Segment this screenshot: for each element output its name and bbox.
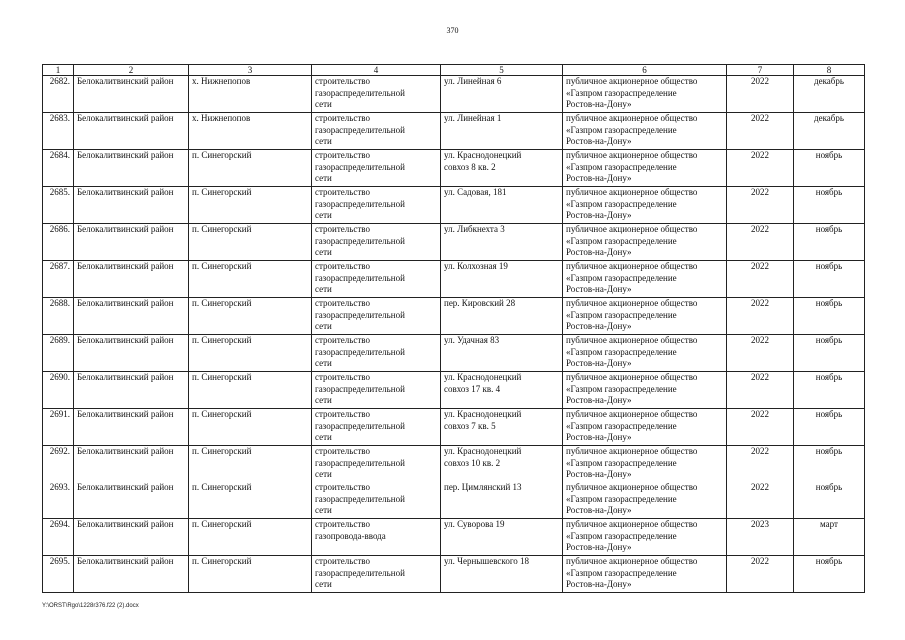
settlement-cell: п. Синегорский bbox=[189, 409, 312, 446]
year-cell: 2022 bbox=[727, 187, 794, 224]
work-type-line: сети bbox=[315, 358, 332, 369]
month-cell: ноябрь bbox=[794, 409, 865, 446]
row-number-cell: 2682. bbox=[43, 76, 74, 113]
work-type-line: газораспределительной bbox=[315, 457, 405, 468]
work-type-line: газораспределительной bbox=[315, 567, 405, 578]
table-row bbox=[43, 187, 865, 224]
address-line: ул. Линейная 6 bbox=[444, 76, 502, 86]
organization-line: публичное акционерное общество bbox=[566, 372, 698, 382]
organization-line: «Газпром газораспределение bbox=[566, 420, 677, 431]
work-type-line: сети bbox=[315, 284, 332, 295]
work-type-line: газораспределительной bbox=[315, 235, 405, 246]
month-cell: ноябрь bbox=[794, 556, 865, 593]
column-header: 8 bbox=[794, 65, 865, 76]
work-type-line: строительство bbox=[315, 113, 370, 123]
organization-line: публичное акционерное общество bbox=[566, 556, 698, 566]
column-header: 5 bbox=[441, 65, 563, 76]
work-type-line: строительство bbox=[315, 261, 370, 271]
organization-line: Ростов-на-Дону» bbox=[566, 284, 632, 295]
address-cell bbox=[441, 556, 563, 593]
address-line: ул. Либкнехта 3 bbox=[444, 224, 505, 234]
work-type-line: строительство bbox=[315, 335, 370, 345]
row-number-cell: 2695. bbox=[43, 556, 74, 593]
row-number-cell: 2684. bbox=[43, 150, 74, 187]
work-type-line: строительство bbox=[315, 482, 370, 492]
row-number-cell: 2686. bbox=[43, 224, 74, 261]
organization-cell bbox=[563, 298, 727, 335]
month-cell: март bbox=[794, 519, 865, 556]
district-cell: Белокалитвинский район bbox=[74, 187, 189, 224]
organization-line: Ростов-на-Дону» bbox=[566, 210, 632, 221]
column-header: 4 bbox=[312, 65, 441, 76]
year-cell: 2023 bbox=[727, 519, 794, 556]
settlement-cell: п. Синегорский bbox=[189, 372, 312, 409]
work-type-cell bbox=[312, 113, 441, 150]
work-type-cell bbox=[312, 482, 441, 519]
table-row bbox=[43, 113, 865, 150]
work-type-line: строительство bbox=[315, 556, 370, 566]
organization-line: публичное акционерное общество bbox=[566, 224, 698, 234]
organization-line: Ростов-на-Дону» bbox=[566, 247, 632, 258]
row-number-cell: 2690. bbox=[43, 372, 74, 409]
settlement-cell: п. Синегорский bbox=[189, 446, 312, 483]
settlement-cell: п. Синегорский bbox=[189, 224, 312, 261]
organization-line: «Газпром газораспределение bbox=[566, 87, 677, 98]
work-type-cell bbox=[312, 556, 441, 593]
organization-line: публичное акционерное общество bbox=[566, 298, 698, 308]
organization-cell bbox=[563, 482, 727, 519]
address-line: ул. Краснодонецкий bbox=[444, 446, 522, 456]
organization-cell bbox=[563, 446, 727, 483]
organization-line: публичное акционерное общество bbox=[566, 150, 698, 160]
row-number-cell: 2685. bbox=[43, 187, 74, 224]
organization-cell bbox=[563, 76, 727, 113]
work-type-line: газораспределительной bbox=[315, 309, 405, 320]
table-row bbox=[43, 150, 865, 187]
address-cell bbox=[441, 261, 563, 298]
work-type-line: сети bbox=[315, 505, 332, 516]
address-line: совхоз 8 кв. 2 bbox=[444, 161, 496, 172]
column-number-row bbox=[43, 65, 865, 76]
work-type-cell bbox=[312, 446, 441, 483]
work-type-cell bbox=[312, 335, 441, 372]
organization-line: Ростов-на-Дону» bbox=[566, 579, 632, 590]
organization-cell bbox=[563, 187, 727, 224]
address-cell bbox=[441, 113, 563, 150]
work-type-line: сети bbox=[315, 395, 332, 406]
work-type-line: строительство bbox=[315, 372, 370, 382]
work-type-line: газораспределительной bbox=[315, 420, 405, 431]
work-type-line: сети bbox=[315, 99, 332, 110]
settlement-cell: п. Синегорский bbox=[189, 519, 312, 556]
address-line: ул. Краснодонецкий bbox=[444, 409, 522, 419]
address-line: ул. Линейная 1 bbox=[444, 113, 502, 123]
address-cell bbox=[441, 298, 563, 335]
year-cell: 2022 bbox=[727, 261, 794, 298]
address-line: пер. Кировский 28 bbox=[444, 298, 516, 308]
row-number-cell: 2683. bbox=[43, 113, 74, 150]
work-type-line: строительство bbox=[315, 150, 370, 160]
page-number: 370 bbox=[446, 26, 459, 35]
year-cell: 2022 bbox=[727, 224, 794, 261]
organization-cell bbox=[563, 261, 727, 298]
work-type-line: сети bbox=[315, 469, 332, 480]
work-type-cell bbox=[312, 519, 441, 556]
month-cell: ноябрь bbox=[794, 372, 865, 409]
address-line: ул. Чернышевского 18 bbox=[444, 556, 530, 566]
organization-cell bbox=[563, 519, 727, 556]
work-type-cell bbox=[312, 76, 441, 113]
organization-line: Ростов-на-Дону» bbox=[566, 395, 632, 406]
column-header: 3 bbox=[189, 65, 312, 76]
settlement-cell: п. Синегорский bbox=[189, 335, 312, 372]
district-cell: Белокалитвинский район bbox=[74, 335, 189, 372]
organization-line: «Газпром газораспределение bbox=[566, 567, 677, 578]
organization-line: «Газпром газораспределение bbox=[566, 272, 677, 283]
address-line: ул. Краснодонецкий bbox=[444, 150, 522, 160]
organization-cell bbox=[563, 556, 727, 593]
address-line: пер. Цимлянский 13 bbox=[444, 482, 522, 492]
organization-line: «Газпром газораспределение bbox=[566, 346, 677, 357]
organization-line: Ростов-на-Дону» bbox=[566, 542, 632, 553]
district-cell: Белокалитвинский район bbox=[74, 482, 189, 519]
column-header: 7 bbox=[727, 65, 794, 76]
work-type-line: газораспределительной bbox=[315, 198, 405, 209]
address-cell bbox=[441, 335, 563, 372]
district-cell: Белокалитвинский район bbox=[74, 224, 189, 261]
organization-line: Ростов-на-Дону» bbox=[566, 99, 632, 110]
table-body bbox=[43, 76, 865, 593]
address-line: ул. Суворова 19 bbox=[444, 519, 505, 529]
work-type-cell bbox=[312, 372, 441, 409]
work-type-line: сети bbox=[315, 321, 332, 332]
organization-line: публичное акционерное общество bbox=[566, 113, 698, 123]
work-type-line: газораспределительной bbox=[315, 272, 405, 283]
organization-line: «Газпром газораспределение bbox=[566, 457, 677, 468]
address-line: совхоз 17 кв. 4 bbox=[444, 383, 501, 394]
organization-cell bbox=[563, 113, 727, 150]
month-cell: ноябрь bbox=[794, 298, 865, 335]
organization-line: «Газпром газораспределение bbox=[566, 309, 677, 320]
year-cell: 2022 bbox=[727, 113, 794, 150]
month-cell: ноябрь bbox=[794, 446, 865, 483]
work-type-line: сети bbox=[315, 579, 332, 590]
address-cell bbox=[441, 150, 563, 187]
table-row bbox=[43, 335, 865, 372]
settlement-cell: п. Синегорский bbox=[189, 298, 312, 335]
district-cell: Белокалитвинский район bbox=[74, 261, 189, 298]
column-header: 1 bbox=[43, 65, 74, 76]
table-row bbox=[43, 409, 865, 446]
organization-line: Ростов-на-Дону» bbox=[566, 321, 632, 332]
table-row bbox=[43, 76, 865, 113]
organization-line: «Газпром газораспределение bbox=[566, 235, 677, 246]
district-cell: Белокалитвинский район bbox=[74, 446, 189, 483]
address-line: ул. Садовая, 181 bbox=[444, 187, 507, 197]
month-cell: ноябрь bbox=[794, 187, 865, 224]
organization-line: публичное акционерное общество bbox=[566, 482, 698, 492]
month-cell: ноябрь bbox=[794, 224, 865, 261]
district-cell: Белокалитвинский район bbox=[74, 298, 189, 335]
organization-line: «Газпром газораспределение bbox=[566, 198, 677, 209]
organization-line: Ростов-на-Дону» bbox=[566, 173, 632, 184]
organization-line: Ростов-на-Дону» bbox=[566, 505, 632, 516]
work-type-line: газораспределительной bbox=[315, 383, 405, 394]
settlement-cell: п. Синегорский bbox=[189, 261, 312, 298]
district-cell: Белокалитвинский район bbox=[74, 556, 189, 593]
settlement-cell: п. Синегорский bbox=[189, 187, 312, 224]
table-row bbox=[43, 224, 865, 261]
table-row bbox=[43, 298, 865, 335]
work-type-line: строительство bbox=[315, 298, 370, 308]
organization-line: «Газпром газораспределение bbox=[566, 161, 677, 172]
year-cell: 2022 bbox=[727, 409, 794, 446]
table-row bbox=[43, 519, 865, 556]
year-cell: 2022 bbox=[727, 335, 794, 372]
month-cell: ноябрь bbox=[794, 261, 865, 298]
month-cell: декабрь bbox=[794, 113, 865, 150]
work-type-line: сети bbox=[315, 432, 332, 443]
work-type-line: газораспределительной bbox=[315, 493, 405, 504]
year-cell: 2022 bbox=[727, 150, 794, 187]
organization-line: публичное акционерное общество bbox=[566, 519, 698, 529]
work-type-line: газораспределительной bbox=[315, 346, 405, 357]
year-cell: 2022 bbox=[727, 556, 794, 593]
month-cell: ноябрь bbox=[794, 482, 865, 519]
row-number-cell: 2688. bbox=[43, 298, 74, 335]
organization-cell bbox=[563, 372, 727, 409]
work-type-line: строительство bbox=[315, 409, 370, 419]
organization-line: Ростов-на-Дону» bbox=[566, 136, 632, 147]
district-cell: Белокалитвинский район bbox=[74, 409, 189, 446]
row-number-cell: 2692. bbox=[43, 446, 74, 483]
settlement-cell: п. Синегорский bbox=[189, 482, 312, 519]
organization-line: публичное акционерное общество bbox=[566, 335, 698, 345]
row-number-cell: 2694. bbox=[43, 519, 74, 556]
month-cell: ноябрь bbox=[794, 335, 865, 372]
district-cell: Белокалитвинский район bbox=[74, 519, 189, 556]
work-type-line: сети bbox=[315, 173, 332, 184]
work-type-cell bbox=[312, 261, 441, 298]
table-row bbox=[43, 482, 865, 519]
organization-cell bbox=[563, 224, 727, 261]
organization-line: «Газпром газораспределение bbox=[566, 124, 677, 135]
address-line: ул. Удачная 83 bbox=[444, 335, 500, 345]
work-type-line: сети bbox=[315, 247, 332, 258]
month-cell: ноябрь bbox=[794, 150, 865, 187]
organization-line: «Газпром газораспределение bbox=[566, 530, 677, 541]
address-cell bbox=[441, 446, 563, 483]
settlement-cell: п. Синегорский bbox=[189, 150, 312, 187]
organization-cell bbox=[563, 150, 727, 187]
settlement-cell: х. Нижнепопов bbox=[189, 76, 312, 113]
work-type-line: строительство bbox=[315, 446, 370, 456]
work-type-cell bbox=[312, 224, 441, 261]
table-row bbox=[43, 261, 865, 298]
column-header: 6 bbox=[563, 65, 727, 76]
table-row bbox=[43, 446, 865, 483]
address-cell bbox=[441, 372, 563, 409]
organization-line: Ростов-на-Дону» bbox=[566, 469, 632, 480]
row-number-cell: 2691. bbox=[43, 409, 74, 446]
organization-line: публичное акционерное общество bbox=[566, 187, 698, 197]
district-cell: Белокалитвинский район bbox=[74, 150, 189, 187]
district-cell: Белокалитвинский район bbox=[74, 76, 189, 113]
year-cell: 2022 bbox=[727, 482, 794, 519]
organization-line: Ростов-на-Дону» bbox=[566, 358, 632, 369]
year-cell: 2022 bbox=[727, 298, 794, 335]
year-cell: 2022 bbox=[727, 446, 794, 483]
work-type-line: строительство bbox=[315, 224, 370, 234]
row-number-cell: 2689. bbox=[43, 335, 74, 372]
address-cell bbox=[441, 224, 563, 261]
table-row bbox=[43, 372, 865, 409]
work-type-line: строительство bbox=[315, 519, 370, 529]
district-cell: Белокалитвинский район bbox=[74, 113, 189, 150]
work-type-line: сети bbox=[315, 136, 332, 147]
work-type-line: сети bbox=[315, 210, 332, 221]
settlement-cell: х. Нижнепопов bbox=[189, 113, 312, 150]
address-cell bbox=[441, 76, 563, 113]
work-type-cell bbox=[312, 187, 441, 224]
work-type-line: газораспределительной bbox=[315, 87, 405, 98]
address-cell bbox=[441, 482, 563, 519]
organization-line: Ростов-на-Дону» bbox=[566, 432, 632, 443]
work-type-cell bbox=[312, 150, 441, 187]
address-line: совхоз 10 кв. 2 bbox=[444, 457, 501, 468]
work-type-line: строительство bbox=[315, 187, 370, 197]
organization-line: «Газпром газораспределение bbox=[566, 383, 677, 394]
address-line: совхоз 7 кв. 5 bbox=[444, 420, 496, 431]
row-number-cell: 2687. bbox=[43, 261, 74, 298]
address-line: ул. Краснодонецкий bbox=[444, 372, 522, 382]
year-cell: 2022 bbox=[727, 372, 794, 409]
settlement-cell: п. Синегорский bbox=[189, 556, 312, 593]
work-type-line: строительство bbox=[315, 76, 370, 86]
table-row bbox=[43, 556, 865, 593]
work-type-line: газораспределительной bbox=[315, 124, 405, 135]
month-cell: декабрь bbox=[794, 76, 865, 113]
district-cell: Белокалитвинский район bbox=[74, 372, 189, 409]
work-type-cell bbox=[312, 298, 441, 335]
organization-cell bbox=[563, 409, 727, 446]
address-line: ул. Колхозная 19 bbox=[444, 261, 508, 271]
organization-line: публичное акционерное общество bbox=[566, 409, 698, 419]
document-file-path: Y:\ORST\Rgo\1228r376.f22 (2).docx bbox=[42, 603, 139, 609]
year-cell: 2022 bbox=[727, 76, 794, 113]
organization-line: публичное акционерное общество bbox=[566, 446, 698, 456]
work-type-line: газопровода-ввода bbox=[315, 530, 386, 541]
organization-cell bbox=[563, 335, 727, 372]
row-number-cell: 2693. bbox=[43, 482, 74, 519]
work-type-cell bbox=[312, 409, 441, 446]
work-type-line: газораспределительной bbox=[315, 161, 405, 172]
address-cell bbox=[441, 409, 563, 446]
gasification-table bbox=[42, 64, 865, 593]
organization-line: «Газпром газораспределение bbox=[566, 493, 677, 504]
column-header: 2 bbox=[74, 65, 189, 76]
address-cell bbox=[441, 187, 563, 224]
organization-line: публичное акционерное общество bbox=[566, 261, 698, 271]
address-cell bbox=[441, 519, 563, 556]
organization-line: публичное акционерное общество bbox=[566, 76, 698, 86]
